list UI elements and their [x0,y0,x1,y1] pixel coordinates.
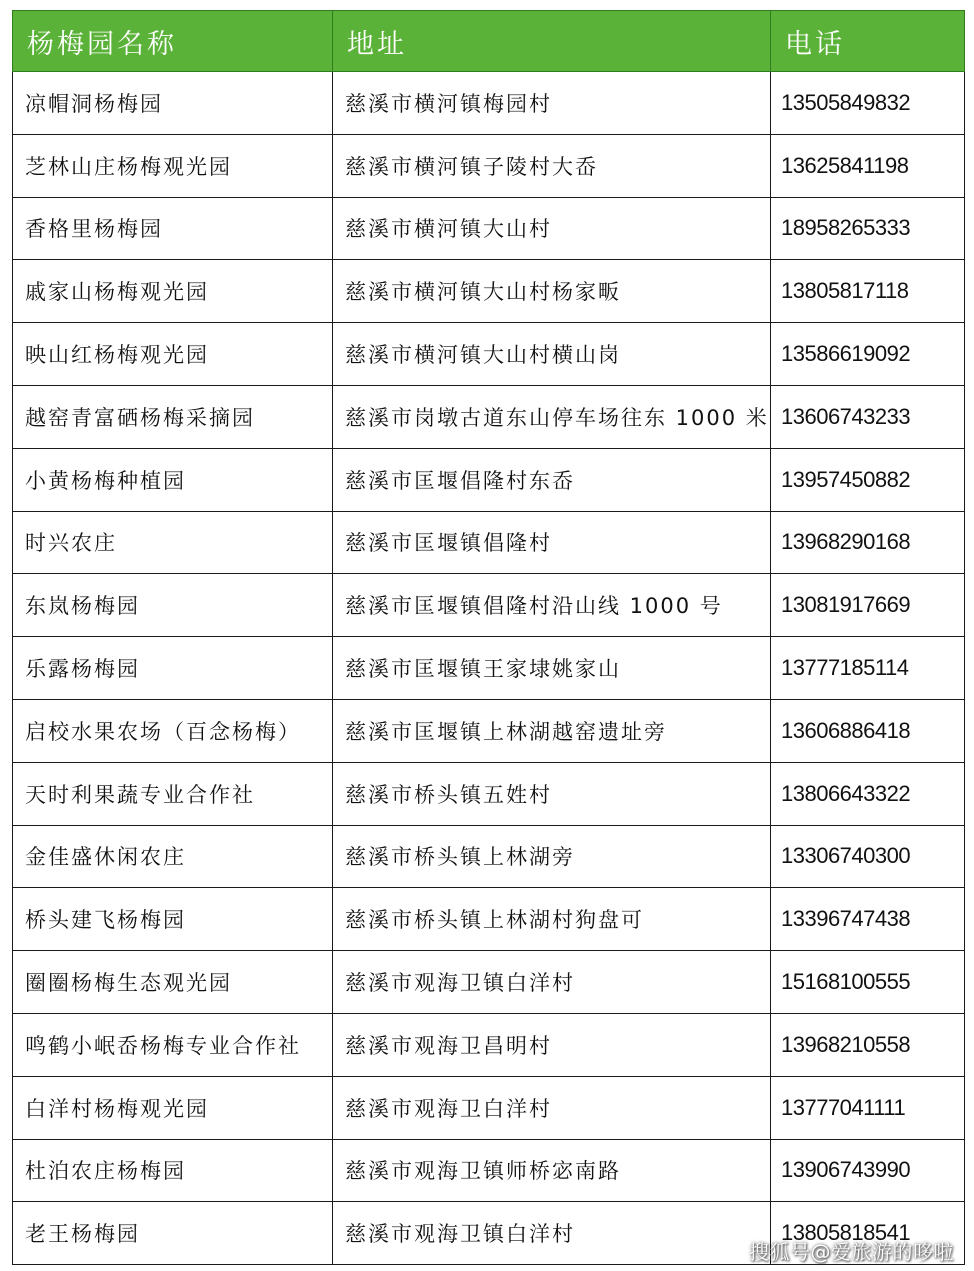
cell-address: 慈溪市匡堰镇倡隆村沿山线 1000 号 [333,574,771,637]
cell-name: 启校水果农场（百念杨梅） [13,699,333,762]
cell-phone: 13606886418 [771,699,965,762]
table-row [13,1076,965,1139]
table-row [13,951,965,1014]
table-row [13,323,965,386]
cell-phone: 13396747438 [771,888,965,951]
cell-phone: 13505849832 [771,72,965,135]
cell-phone: 13625841198 [771,134,965,197]
cell-phone: 13081917669 [771,574,965,637]
cell-address: 慈溪市匡堰镇上林湖越窑遗址旁 [333,699,771,762]
cell-address: 慈溪市横河镇大山村杨家畈 [333,260,771,323]
cell-phone: 13805817118 [771,260,965,323]
cell-address: 慈溪市匡堰倡隆村东岙 [333,448,771,511]
cell-phone: 13957450882 [771,448,965,511]
cell-address: 慈溪市匡堰镇倡隆村 [333,511,771,574]
table-row [13,888,965,951]
cell-name: 桥头建飞杨梅园 [13,888,333,951]
cell-address: 慈溪市桥头镇上林湖村狗盘可 [333,888,771,951]
table-row [13,134,965,197]
cell-phone: 13805818541 [771,1202,965,1265]
cell-phone: 13806643322 [771,762,965,825]
cell-phone: 13968210558 [771,1013,965,1076]
header-row [13,11,965,72]
table-row [13,260,965,323]
cell-address: 慈溪市观海卫镇白洋村 [333,1202,771,1265]
table-row [13,385,965,448]
table-row [13,762,965,825]
cell-name: 凉帽洞杨梅园 [13,72,333,135]
cell-address: 慈溪市观海卫昌明村 [333,1013,771,1076]
cell-address: 慈溪市观海卫白洋村 [333,1076,771,1139]
table-body [13,72,965,1265]
cell-name: 杜泊农庄杨梅园 [13,1139,333,1202]
table-row [13,1013,965,1076]
cell-phone: 13777041111 [771,1076,965,1139]
cell-name: 圈圈杨梅生态观光园 [13,951,333,1014]
cell-name: 芝林山庄杨梅观光园 [13,134,333,197]
cell-phone: 13306740300 [771,825,965,888]
cell-phone: 15168100555 [771,951,965,1014]
cell-name: 小黄杨梅种植园 [13,448,333,511]
cell-phone: 13968290168 [771,511,965,574]
cell-name: 时兴农庄 [13,511,333,574]
cell-phone: 13606743233 [771,385,965,448]
cell-address: 慈溪市观海卫镇师桥宓南路 [333,1139,771,1202]
cell-address: 慈溪市横河镇大山村 [333,197,771,260]
cell-name: 白洋村杨梅观光园 [13,1076,333,1139]
table-row [13,197,965,260]
cell-name: 金佳盛休闲农庄 [13,825,333,888]
cell-name: 香格里杨梅园 [13,197,333,260]
cell-address: 慈溪市匡堰镇王家埭姚家山 [333,637,771,700]
cell-address: 慈溪市横河镇梅园村 [333,72,771,135]
cell-name: 东岚杨梅园 [13,574,333,637]
cell-name: 老王杨梅园 [13,1202,333,1265]
orchard-table-container [12,10,964,1265]
cell-address: 慈溪市横河镇子陵村大岙 [333,134,771,197]
cell-name: 鸣鹤小岷岙杨梅专业合作社 [13,1013,333,1076]
cell-name: 映山红杨梅观光园 [13,323,333,386]
cell-name: 越窑青富硒杨梅采摘园 [13,385,333,448]
table-row [13,637,965,700]
table-row [13,1139,965,1202]
cell-name: 乐露杨梅园 [13,637,333,700]
cell-address: 慈溪市观海卫镇白洋村 [333,951,771,1014]
table-row [13,448,965,511]
orchard-table [12,10,965,1265]
table-header [13,11,965,72]
cell-name: 天时利果蔬专业合作社 [13,762,333,825]
header-address: 地址 [333,11,771,72]
cell-phone: 18958265333 [771,197,965,260]
cell-address: 慈溪市横河镇大山村横山岗 [333,323,771,386]
table-row [13,511,965,574]
cell-address: 慈溪市岗墩古道东山停车场往东 1000 米 [333,385,771,448]
table-row [13,72,965,135]
table-row [13,825,965,888]
cell-address: 慈溪市桥头镇五姓村 [333,762,771,825]
watermark-text: 搜狐号@爱旅游的哆啦 [749,1240,954,1264]
cell-phone: 13777185114 [771,637,965,700]
header-name: 杨梅园名称 [13,11,333,72]
cell-name: 戚家山杨梅观光园 [13,260,333,323]
cell-phone: 13586619092 [771,323,965,386]
cell-phone: 13906743990 [771,1139,965,1202]
header-phone: 电话 [771,11,965,72]
cell-address: 慈溪市桥头镇上林湖旁 [333,825,771,888]
table-row [13,574,965,637]
table-row [13,699,965,762]
